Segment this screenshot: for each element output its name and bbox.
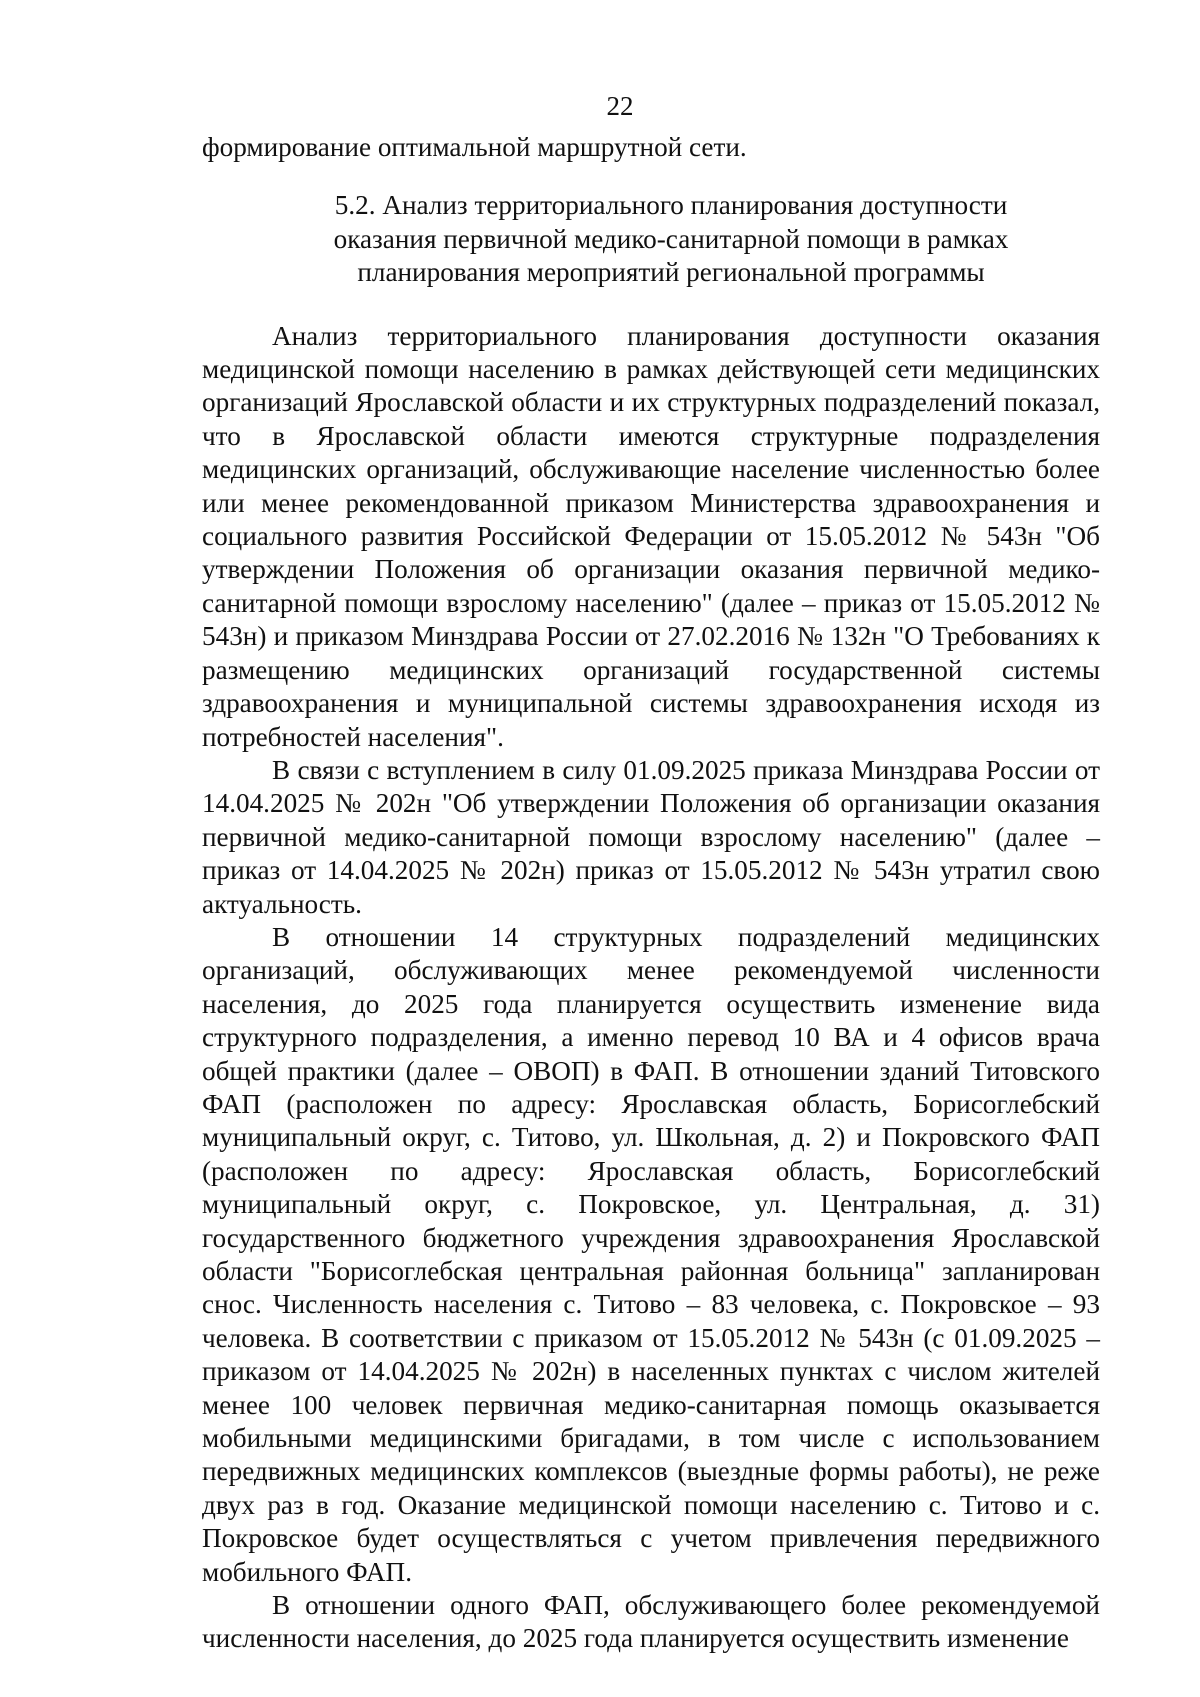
paragraph-single-fap: В отношении одного ФАП, обслуживающего более рекомендуемой численности населения, до 2025 года планируется осуществить изменение (202, 1590, 1100, 1654)
section-heading-line-1: 5.2. Анализ территориального планирования доступности (334, 190, 1008, 221)
lead-line: формирование оптимальной маршрутной сети. (202, 132, 747, 162)
section-heading-line-2: оказания первичной медико-санитарной помощи в рамках (333, 223, 1009, 254)
document-body (202, 131, 1100, 1656)
paragraph-analysis: Анализ территориального планирования доступности оказания медицинской помощи населению в рамках действующей сети медицинских организаций Ярославской области и их структурных подразделений показал, что в Ярославской области имеются структурные подразделения медицинских организаций, обслуживающие население численностью более или менее рекомендованной приказом Министерства здравоохранения и социального развития Российской Федерации от 15.05.2012 № 543н "Об утверждении Положения об организации оказания первичной медико-санитарной помощи взрослому населению" (далее – приказ от 15.05.2012 № 543н) и приказом Минздрава России от 27.02.2016 № 132н "О Требованиях к размещению медицинских организаций государственной системы здравоохранения и муниципальной системы здравоохранения исходя из потребностей населения". (202, 320, 1100, 752)
paragraph-order-change: В связи с вступлением в силу 01.09.2025 приказа Минздрава России от 14.04.2025 № 202н "Об утверждении Положения об организации оказания первичной медико-санитарной помощи взрослому населению" (далее – приказ от 14.04.2025 № 202н) приказ от 15.05.2012 № 543н утратил свою актуальность. (202, 754, 1100, 919)
section-heading-line-3: планирования мероприятий региональной программы (357, 257, 985, 288)
section-heading (202, 189, 1100, 289)
page-number: 22 (606, 91, 634, 121)
paragraph-structural-units: В отношении 14 структурных подразделений медицинских организаций, обслуживающих менее рекомендуемой численности населения, до 2025 года планируется осуществить изменение вида структурного подразделения, а именно перевод 10 ВА и 4 офисов врача общей практики (далее – ОВОП) в ФАП. В отношении зданий Титовского ФАП (расположен по адресу: Ярославская область, Борисоглебский муниципальный округ, с. Титово, ул. Школьная, д. 2) и Покровского ФАП (расположен по адресу: Ярославская область, Борисоглебский муниципальный округ, с. Покровское, ул. Центральная, д. 31) государственного бюджетного учреждения здравоохранения Ярославской области "Борисоглебская центральная районная больница" запланирован снос. Численность населения с. Титово – 83 человека, с. Покровское – 93 человека. В соответствии с приказом от 15.05.2012 № 543н (с 01.09.2025 – приказом от 14.04.2025 № 202н) в населенных пунктах с числом жителей менее 100 человек первичная медико-санитарная помощь оказывается мобильными медицинскими бригадами, в том числе с использованием передвижных медицинских комплексов (выездные формы работы), не реже двух раз в год. Оказание медицинской помощи населению с. Титово и с. Покровское будет осуществляться с учетом привлечения передвижного мобильного ФАП. (202, 921, 1100, 1587)
